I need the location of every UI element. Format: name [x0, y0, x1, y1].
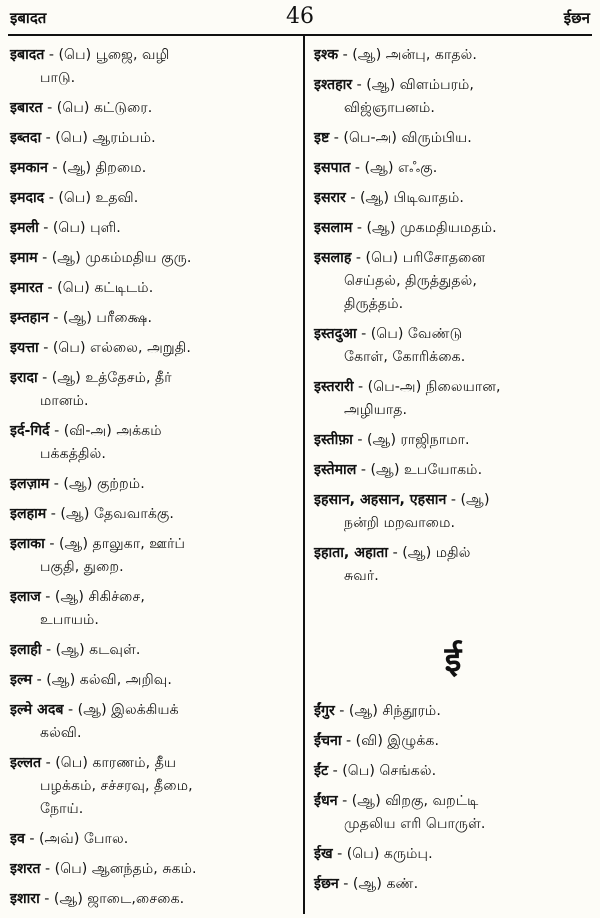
- entry-headword: इलाही: [10, 642, 42, 658]
- entry-definition: - (ஆ) சிந்தூரம்.: [334, 703, 441, 719]
- entry-definition: - (பெ) ஆரம்பம்.: [41, 130, 156, 146]
- entry-definition: - (பெ) உதவி.: [44, 190, 139, 206]
- dictionary-entry: [10, 858, 298, 881]
- dictionary-entry: [10, 247, 298, 270]
- entry-definition: - (வி-அ) அக்கம்: [49, 423, 162, 439]
- column-divider: [303, 36, 305, 914]
- entry-headword: ईख: [314, 846, 333, 862]
- entry-continuation: சுவர்.: [344, 568, 379, 584]
- dictionary-entry: [314, 700, 592, 723]
- entry-headword: इस्तीफ़ा: [314, 432, 353, 448]
- entry-definition: - (பெ) எல்லை, அறுதி.: [38, 340, 191, 356]
- entry-continuation: பழக்கம், சச்சரவு, தீமை,: [40, 778, 193, 794]
- entry-definition: - (ஆ) உபயோகம்.: [356, 462, 483, 478]
- entry-headword: ईंचना: [314, 733, 342, 749]
- entry-continuation: மானம்.: [40, 393, 89, 409]
- dictionary-entry: [10, 337, 298, 360]
- entry-definition: - (ஆ) எஃகு.: [350, 160, 438, 176]
- entry-headword: इसपात: [314, 160, 351, 176]
- entry-definition: - (பெ) வேண்டு: [356, 326, 463, 342]
- entry-continuation: பாடு.: [40, 70, 76, 86]
- entry-headword: इहाता, अहाता: [314, 545, 389, 561]
- entry-definition: - (ஆ) குற்றம்.: [49, 476, 145, 492]
- entry-continuation: நன்றி மறவாமை.: [344, 515, 455, 531]
- entry-definition: - (ஆ) மதில்: [388, 545, 471, 561]
- entry-headword: इलाज: [10, 589, 41, 605]
- entry-definition: - (ஆ) விளம்பரம்,: [352, 77, 474, 93]
- entry-continuation: பகுதி, துறை.: [40, 559, 124, 575]
- entry-definition: - (ஆ) தாலுகா, ஊர்ப்: [44, 536, 186, 552]
- entry-headword: ईंगुर: [314, 703, 335, 719]
- entry-headword: इमकान: [10, 160, 48, 176]
- section-letter: ई: [444, 640, 462, 680]
- dictionary-entry: [10, 473, 298, 496]
- entry-headword: इलहाम: [10, 506, 47, 522]
- dictionary-entry: [10, 127, 298, 150]
- entry-headword: इमारत: [10, 280, 44, 296]
- entry-headword: इस्तेमाल: [314, 462, 357, 478]
- entry-definition: - (ஆ) தேவவாக்கு.: [46, 506, 174, 522]
- entry-definition: - (பெ) கட்டுரை.: [42, 100, 153, 116]
- entry-definition: - (ஆ) முகமதியமதம்.: [352, 220, 497, 236]
- dictionary-entry: [10, 277, 298, 300]
- dictionary-entry: [10, 420, 298, 466]
- dictionary-entry: [314, 74, 592, 120]
- dictionary-entry: [314, 843, 592, 866]
- entry-headword: इमली: [10, 220, 39, 236]
- entry-continuation: கல்வி.: [40, 725, 82, 741]
- dictionary-entry: [314, 157, 592, 180]
- page-number: 46: [286, 4, 314, 29]
- entry-headword: इस्तदुआ: [314, 326, 357, 342]
- dictionary-entry: [10, 752, 298, 821]
- dictionary-entry: [314, 44, 592, 67]
- entry-headword: इर्द-गिर्द: [10, 423, 50, 439]
- entry-continuation: முதலிய எரி பொருள்.: [344, 816, 486, 832]
- dictionary-entry: [314, 376, 592, 422]
- entry-headword: इयत्ता: [10, 340, 39, 356]
- dictionary-entry: [10, 586, 298, 632]
- dictionary-entry: [10, 828, 298, 851]
- entry-headword: इलाका: [10, 536, 45, 552]
- dictionary-entry: [314, 542, 592, 588]
- entry-definition: - (அவ்) போல.: [24, 831, 129, 847]
- dictionary-entry: [10, 44, 298, 90]
- header-rule: [8, 34, 592, 36]
- dictionary-entry: [314, 187, 592, 210]
- entry-definition: - (ஆ) கல்வி, அறிவு.: [32, 672, 172, 688]
- entry-headword: ईंट: [314, 763, 329, 779]
- dictionary-entry: [314, 459, 592, 482]
- entry-continuation: பக்கத்தில்.: [40, 446, 106, 462]
- page-header: [10, 6, 590, 32]
- dictionary-entry: [10, 533, 298, 579]
- entry-definition: - (பெ) ஆனந்தம், சுகம்.: [40, 861, 197, 877]
- dictionary-entry: [314, 489, 592, 535]
- entry-headword: इरादा: [10, 370, 38, 386]
- entry-headword: इल्म: [10, 672, 33, 688]
- entry-definition: - (பெ) கரும்பு.: [332, 846, 433, 862]
- entry-definition: - (பெ) பூஜை, வழி: [44, 47, 170, 63]
- entry-definition: - (பெ) செங்கல்.: [328, 763, 437, 779]
- dictionary-entry: [314, 127, 592, 150]
- entry-definition: - (பெ) காரணம், தீய: [41, 755, 177, 771]
- entry-definition: - (பெ) புளி.: [38, 220, 121, 236]
- dictionary-entry: [314, 217, 592, 240]
- entry-headword: इस्तरारी: [314, 379, 354, 395]
- entry-definition: - (ஆ) அன்பு, காதல்.: [338, 47, 477, 63]
- dictionary-entry: [10, 699, 298, 745]
- dictionary-entry: [10, 669, 298, 692]
- entry-headword: इबारत: [10, 100, 43, 116]
- entry-continuation: செய்தல், திருத்துதல்,: [344, 273, 477, 289]
- entry-definition: - (ஆ) ஜாடை,சைகை.: [39, 891, 185, 907]
- entry-headword: इलज़ाम: [10, 476, 50, 492]
- dictionary-entry: [10, 639, 298, 662]
- entry-definition: - (ஆ) விறகு, வறட்டி: [337, 793, 479, 809]
- entry-headword: इहसान, अहसान, एहसान: [314, 492, 447, 508]
- entry-definition: - (பெ) பரிசோதனை: [351, 250, 486, 266]
- dictionary-entry: [314, 760, 592, 783]
- entry-headword: इब्तदा: [10, 130, 42, 146]
- entry-definition: - (ஆ) பிடிவாதம்.: [345, 190, 464, 206]
- entry-headword: ईछन: [314, 876, 339, 892]
- entry-definition: - (ஆ) கண்.: [338, 876, 419, 892]
- entry-headword: इश्क: [314, 47, 339, 63]
- entry-headword: इशरत: [10, 861, 41, 877]
- dictionary-entry: [314, 429, 592, 452]
- dictionary-entry: [10, 307, 298, 330]
- entry-definition: - (ஆ) முகம்மதிய குரு.: [37, 250, 192, 266]
- entry-headword: इश्तहार: [314, 77, 353, 93]
- entry-definition: - (பெ-அ) நிலையான,: [353, 379, 501, 395]
- dictionary-entry: [314, 873, 592, 896]
- right-column-section-2: [314, 700, 592, 903]
- left-column: [10, 44, 298, 918]
- entry-definition: - (ஆ) இலக்கியக்: [63, 702, 179, 718]
- dictionary-entry: [314, 323, 592, 369]
- entry-headword: इल्मे अदब: [10, 702, 64, 718]
- dictionary-entry: [314, 247, 592, 316]
- entry-definition: - (ஆ) கடவுள்.: [41, 642, 141, 658]
- entry-headword: इशारा: [10, 891, 40, 907]
- entry-headword: इष्ट: [314, 130, 330, 146]
- entry-definition: - (பெ-அ) விரும்பிய.: [329, 130, 472, 146]
- entry-headword: इसरार: [314, 190, 346, 206]
- entry-continuation: கோள், கோரிக்கை.: [344, 349, 466, 365]
- entry-headword: इमदाद: [10, 190, 45, 206]
- entry-headword: इसलाह: [314, 250, 352, 266]
- entry-definition: - (ஆ) சிகிச்சை,: [40, 589, 145, 605]
- header-first-word: इबादत: [10, 9, 47, 27]
- entry-definition: - (பெ) கட்டிடம்.: [43, 280, 154, 296]
- entry-definition: - (ஆ) பரீக்ஷை.: [48, 310, 152, 326]
- dictionary-entry: [10, 503, 298, 526]
- entry-headword: इम्तहान: [10, 310, 49, 326]
- entry-definition: - (ஆ) உத்தேசம், தீர்: [37, 370, 172, 386]
- entry-definition: - (வி) இழுக்க.: [341, 733, 440, 749]
- dictionary-entry: [10, 217, 298, 240]
- entry-headword: इल्लत: [10, 755, 42, 771]
- entry-headword: इमाम: [10, 250, 38, 266]
- dictionary-entry: [314, 790, 592, 836]
- dictionary-entry: [10, 888, 298, 911]
- entry-continuation: உபாயம்.: [40, 612, 99, 628]
- dictionary-entry: [10, 157, 298, 180]
- entry-definition: - (ஆ) ராஜிநாமா.: [352, 432, 470, 448]
- dictionary-entry: [314, 730, 592, 753]
- entry-headword: इबादत: [10, 47, 45, 63]
- header-last-word: ईछन: [563, 9, 590, 27]
- entry-continuation: அழியாத.: [344, 402, 408, 418]
- entry-continuation: திருத்தம்.: [344, 296, 404, 312]
- entry-continuation: விஜ்ஞாபனம்.: [344, 100, 435, 116]
- dictionary-entry: [10, 187, 298, 210]
- entry-headword: इसलाम: [314, 220, 353, 236]
- dictionary-entry: [10, 97, 298, 120]
- right-column: [314, 44, 592, 595]
- dictionary-entry: [10, 367, 298, 413]
- entry-definition: - (ஆ): [446, 492, 490, 508]
- entry-headword: ईंधन: [314, 793, 338, 809]
- entry-continuation: நோய்.: [40, 801, 84, 817]
- entry-definition: - (ஆ) திறமை.: [47, 160, 147, 176]
- entry-headword: इव: [10, 831, 25, 847]
